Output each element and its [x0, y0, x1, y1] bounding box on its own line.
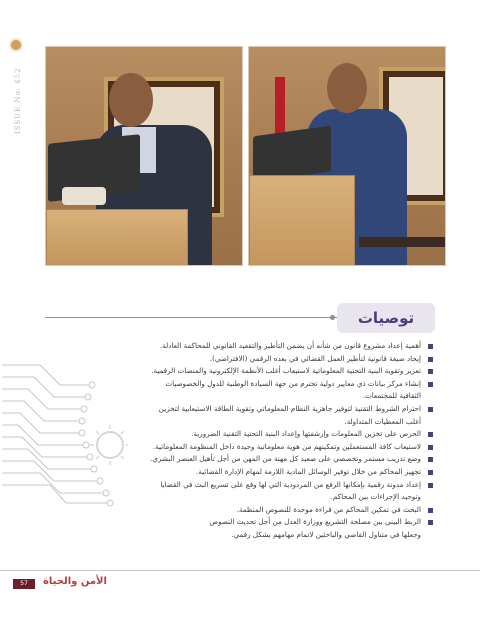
- recommendation-item: لاستيعاب كافة المستعملين وتمكينهم من هوية معلوماتية وحيدة داخل المنظومة المعلوماتية.: [125, 441, 433, 454]
- bullet-icon: [428, 483, 433, 488]
- bullet-icon: [428, 520, 433, 525]
- bullet-icon: [428, 470, 433, 475]
- bullet-icon: [428, 382, 433, 387]
- bullet-icon: [428, 357, 433, 362]
- recommendation-item: وضع تدريب مستمر وتخصصي على صعيد كل مهنة من المهن من أجل تأهيل العنصر البشري.: [125, 453, 433, 466]
- footer-rule: [0, 570, 480, 571]
- recommendation-item: الربط البيني بين مصلحة التشريع ووزارة العدل من أجل تحديث النصوص: [125, 516, 433, 529]
- bullet-icon: [428, 445, 433, 450]
- recommendation-item: إنشاء مركز بيانات ذي معايير دولية تحترم من جهة السيادة الوطنية للدول والخصوصيات: [125, 378, 433, 391]
- bullet-icon: [428, 369, 433, 374]
- name-plate: [62, 187, 106, 205]
- section-title: توصيات: [337, 303, 435, 333]
- photo-speaker-right: [248, 46, 446, 266]
- magazine-title: الأمن والحياة: [43, 576, 107, 587]
- circuit-graphic: [0, 345, 128, 535]
- recommendation-item: تعزيز وتقوية البنية التحتية المعلوماتية لاستيعاب أغلب الأنظمة الإلكترونية والمنصات الرقمية.: [125, 365, 433, 378]
- bullet-icon: [428, 407, 433, 412]
- recommendation-continuation: أغلب المعطيات المتداولة.: [344, 416, 421, 426]
- recommendation-item: إعداد مدونة رقمية بإمكانها الرفع من المردودية التي لها وقع على تسريع البث في القضايا: [125, 479, 433, 492]
- sun-logo-icon: [11, 40, 21, 50]
- photo-speaker-left: [45, 46, 243, 266]
- recommendation-continuation: وتوحيد الإجراءات بين المحاكم.: [330, 492, 421, 502]
- chairs: [359, 237, 445, 247]
- podium: [46, 209, 188, 266]
- issue-number: ISSUE No. 452: [14, 67, 22, 134]
- recommendation-item: الحرص على تخزين المعلومات وإرشفتها وإعداد البنية التحتية التقنية الضرورية.: [125, 428, 433, 441]
- bullet-icon: [428, 508, 433, 513]
- issue-sidebar: [0, 40, 34, 170]
- divider-dot: [330, 315, 335, 320]
- recommendation-item: إيجاد صيغة قانونية لتأطير العمل القضائي في بعده الرقمي (الافتراضي).: [125, 353, 433, 366]
- recommendation-item: تجهيز المحاكم من خلال توفير الوسائل المادية اللازمة لمهام الإدارة القضائية.: [125, 466, 433, 479]
- recommendation-item: احترام الشروط التقنية لتوفير جاهزية النظام المعلوماتي وتقوية الطاقة الاستيعابية لتخزين: [125, 403, 433, 416]
- recommendation-item: أهمية إعداد مشروع قانون من شأنه أن يضمن التأطير والتقعيد القانوني للمحاكمة العادلة.: [125, 340, 433, 353]
- page-number: 57: [13, 579, 35, 589]
- bullet-icon: [428, 457, 433, 462]
- recommendations-list: [125, 340, 433, 542]
- bullet-icon: [428, 344, 433, 349]
- section-divider: [45, 317, 337, 318]
- recommendation-continuation: الثقافية للمجتمعات.: [362, 391, 421, 401]
- recommendation-continuation: وجعلها في متناول القاضي والباحثين لاتمام مهامهم بشكل رقمي.: [231, 529, 421, 539]
- recommendation-item: البحث في تمكين المحاكم من قراءة موحدة للنصوص المنظمة.: [125, 504, 433, 517]
- podium: [249, 175, 355, 266]
- bullet-icon: [428, 432, 433, 437]
